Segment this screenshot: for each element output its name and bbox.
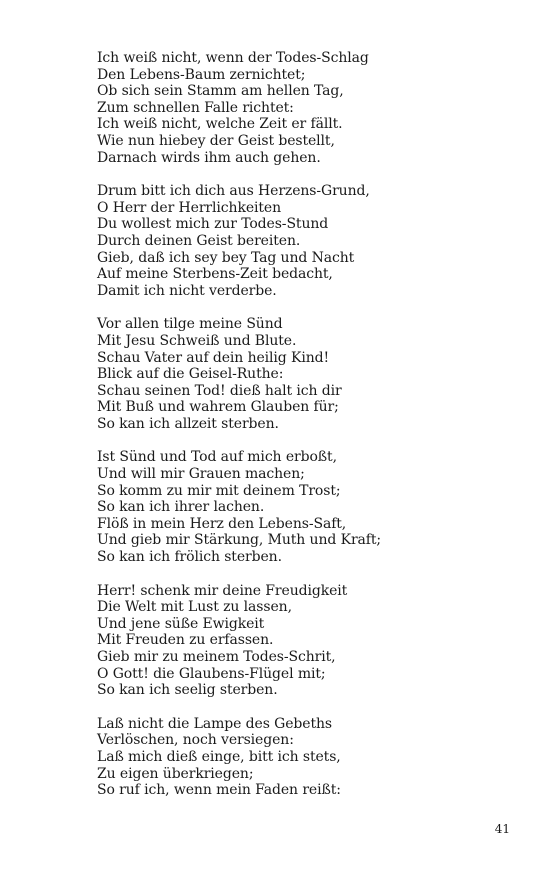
poem-line: Drum bitt ich dich aus Herzens-Grund, (97, 183, 370, 200)
poem-line: Zum schnellen Falle richtet: (97, 99, 294, 116)
poem-line: Flöß in mein Herz den Lebens-Saft, (97, 515, 347, 532)
poem-line: So kan ich seelig sterben. (97, 682, 278, 699)
poem-line: Wie nun hiebey der Geist bestellt, (97, 132, 335, 149)
poem-line: Und gieb mir Stärkung, Muth und Kraft; (97, 532, 382, 549)
poem-line: So kan ich ihrer lachen. (97, 499, 265, 516)
poem-line: Gieb mir zu meinem Todes-Schrit, (97, 649, 336, 665)
poem-line: Mit Freuden zu erfassen. (97, 632, 274, 649)
poem-line: Du wollest mich zur Todes-Stund (97, 216, 329, 233)
poem-line: Verlöschen, noch versiegen: (97, 732, 294, 749)
poem-line: Schau seinen Tod! dieß halt ich dir (97, 382, 342, 399)
stanza-2 (97, 183, 517, 299)
poem-line: Schau Vater auf dein heilig Kind! (97, 349, 330, 366)
poem-line: Vor allen tilge meine Sünd (97, 316, 283, 333)
poem-line: Ist Sünd und Tod auf mich erboßt, (97, 449, 337, 466)
poem-line: Damit ich nicht verderbe. (97, 282, 277, 299)
stanza-1 (97, 50, 517, 166)
poem-line: Und jene süße Ewigkeit (97, 615, 265, 632)
poem-line: Die Welt mit Lust zu lassen, (97, 599, 292, 616)
poem-line: So komm zu mir mit deinem Trost; (97, 482, 341, 499)
poem-line: Herr! schenk mir deine Freudigkeit (97, 582, 348, 599)
page-number: 41 (494, 822, 510, 836)
poem-line: O Gott! die Glaubens-Flügel mit; (97, 665, 326, 682)
poem-line: Blick auf die Geisel-Ruthe: (97, 366, 284, 383)
poem-line: Und will mir Grauen machen; (97, 466, 305, 483)
poem-line: Darnach wirds ihm auch gehen. (97, 149, 321, 166)
poem-line: Laß mich dieß einge, bitt ich stets, (97, 748, 341, 765)
poem-body (97, 50, 517, 816)
stanza-4 (97, 449, 517, 565)
poem-line: Auf meine Sterbens-Zeit bedacht, (97, 266, 333, 283)
poem-line: Ich weiß nicht, wenn der Todes-Schlag (97, 50, 369, 66)
poem-line: Ich weiß nicht, welche Zeit er fällt. (97, 116, 343, 133)
poem-line: Ob sich sein Stamm am hellen Tag, (97, 83, 344, 100)
poem-line: So kan ich allzeit sterben. (97, 415, 279, 432)
poem-line: Durch deinen Geist bereiten. (97, 232, 301, 249)
stanza-3 (97, 316, 517, 432)
poem-line: Zu eigen überkriegen; (97, 765, 254, 782)
poem-line: Mit Buß und wahrem Glauben für; (97, 399, 339, 416)
stanza-6 (97, 716, 517, 799)
poem-line: O Herr der Herrlichkeiten (97, 199, 282, 216)
stanza-5 (97, 583, 517, 699)
poem-line: Laß nicht die Lampe des Gebeths (97, 715, 332, 732)
poem-line: Mit Jesu Schweiß und Blute. (97, 332, 297, 349)
poem-line: So ruf ich, wenn mein Faden reißt: (97, 782, 341, 799)
poem-line: Gieb, daß ich sey bey Tag und Nacht (97, 249, 355, 266)
poem-line: So kan ich frölich sterben. (97, 549, 282, 566)
poem-line: Den Lebens-Baum zernichtet; (97, 66, 306, 83)
